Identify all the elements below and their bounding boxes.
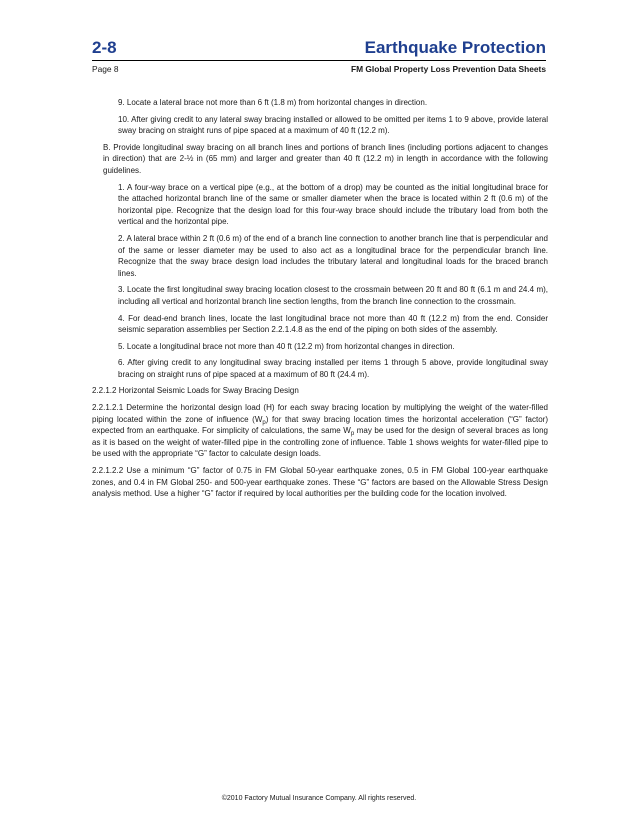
header-divider [92, 60, 546, 61]
paragraph-text: ) for that sway bracing location times the horizontal acceleration (“G” factor) expected from an earthquake. For simplicity of calculations, the same W [92, 414, 548, 436]
document-body [92, 97, 548, 505]
paragraph-22121 [92, 402, 548, 460]
section-title: Earthquake Protection [364, 38, 546, 57]
subscript: p [262, 419, 266, 426]
list-item-10: 10. After giving credit to any lateral sway bracing installed or allowed to be omitted per items 1 to 9 above, provide lateral sway bracing on straight runs of pipe spaced at a maximum of 40 ft (12.2 m). [118, 114, 548, 136]
page-label: Page 8 [92, 64, 119, 74]
paragraph-text: 2.2.1.2.1 Determine the horizontal design load (H) for each sway bracing location by multiplying the weight of the water-filled piping located within the zone of influence (W [92, 403, 548, 424]
list-item-b5: 5. Locate a longitudinal brace not more than 40 ft (12.2 m) from horizontal changes in direction. [118, 341, 455, 351]
list-item-b4: 4. For dead-end branch lines, locate the last longitudinal brace not more than 40 ft (12.2 m) from the end. Consider seismic separation assemblies per Section 2.2.1.4.8 as the end of the piping on both sides of the assembly. [118, 313, 548, 335]
list-item-b3: 3. Locate the first longitudinal sway bracing location closest to the crossmain between 20 ft and 80 ft (6.1 m and 24.4 m), including all vertical and horizontal branch line section lengths, from the branch line connection to the crossmain. [118, 285, 548, 306]
paragraph-22122: 2.2.1.2.2 Use a minimum “G” factor of 0.75 in FM Global 50-year earthquake zones, 0.5 in FM Global 100-year earthquake zones, and 0.4 in FM Global 250- and 500-year earthquake zones. These “G” factors are based on the Allowable Stress Design analysis method. Use a higher “G” factor if required by local authorities per the building code for the location involved. [92, 466, 548, 499]
paragraph-text: may be used for the design of several braces as long as it is based on the weight of water-filled pipe in the controlling zone of influence. Table 1 shows weights for water-filled pipe to be used with the appropriate “G” factor to calculate design loads. [92, 426, 548, 459]
publication-title: FM Global Property Loss Prevention Data Sheets [351, 64, 546, 74]
subscript: p [350, 431, 355, 438]
subsection-heading: 2.2.1.2 Horizontal Seismic Loads for Sway Bracing Design [92, 386, 299, 396]
list-item-b: B. Provide longitudinal sway bracing on all branch lines and portions of branch lines (including portions adjacent to changes in direction) that are 2-½ in (65 mm) and larger and greater than 40 ft (12.2 m) in length in accordance with the following guidelines. [103, 142, 548, 175]
list-item-9: 9. Locate a lateral brace not more than 6 ft (1.8 m) from horizontal changes in direction. [118, 98, 428, 107]
copyright-footer: ©2010 Factory Mutual Insurance Company. All rights reserved. [221, 795, 417, 802]
page-header [92, 38, 546, 62]
section-number: 2-8 [92, 38, 117, 57]
list-item-b1: 1. A four-way brace on a vertical pipe (e.g., at the bottom of a drop) may be counted as the initial longitudinal brace for the attached horizontal branch line of the same or smaller diameter when the brace is located within 2 ft (0.6 m) of the horizontal pipe. Recognize that the design load for this four-way brace should include the tributary load from both the vertical and the horizontal pipe. [118, 182, 548, 227]
list-item-b6: 6. After giving credit to any longitudinal sway bracing installed per items 1 through 5 above, provide longitudinal sway bracing on straight runs of pipe spaced at a maximum of 80 ft (24.4 m). [118, 358, 548, 379]
list-item-b2: 2. A lateral brace within 2 ft (0.6 m) of the end of a branch line connection to another branch line that is perpendicular and of the same or lesser diameter may be used to also act as a longitudinal brace for the perpendicular branch line. Recognize that the sway brace design load includes the tributary lateral and longitudinal loads for the braced branch lines. [118, 233, 548, 278]
page-subheader [92, 64, 546, 78]
